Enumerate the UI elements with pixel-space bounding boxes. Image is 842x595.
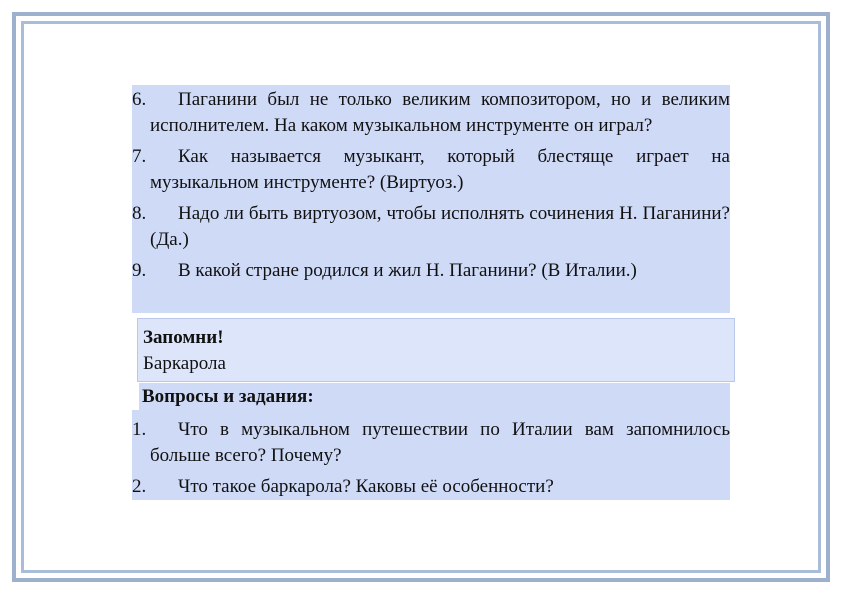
item-text: Что такое баркарола? Каковы её особенности? [178, 476, 554, 497]
item-text: Как называется музыкант, который блестяще играет на музыкальном инструменте? (Виртуоз.) [150, 146, 730, 193]
notch [132, 383, 139, 410]
item-number: 1. [132, 419, 147, 440]
remember-term: Баркарола [143, 353, 226, 374]
questions-block [132, 85, 730, 313]
list-item [132, 474, 730, 500]
item-number: 2. [132, 476, 147, 497]
tasks-list [132, 417, 730, 505]
list-item [132, 87, 730, 139]
item-text: Паганини был не только великим композитором, но и великим исполнителем. На каком музыкальном инструменте он играл? [150, 89, 730, 136]
list-item [132, 258, 730, 284]
list-item [132, 201, 730, 253]
item-text: Что в музыкальном путешествии по Италии вам запомнилось больше всего? Почему? [150, 419, 730, 466]
item-number: 8. [132, 203, 147, 224]
item-text: Надо ли быть виртуозом, чтобы исполнять сочинения Н. Паганини? (Да.) [150, 203, 730, 250]
list-item [132, 417, 730, 469]
list-item [132, 144, 730, 196]
item-number: 6. [132, 89, 147, 110]
item-number: 9. [132, 260, 147, 281]
remember-heading: Запомни! [143, 327, 224, 348]
remember-box [137, 318, 735, 382]
tasks-heading: Вопросы и задания: [139, 384, 314, 410]
item-number: 7. [132, 146, 147, 167]
item-text: В какой стране родился и жил Н. Паганини? (В Италии.) [178, 260, 637, 281]
